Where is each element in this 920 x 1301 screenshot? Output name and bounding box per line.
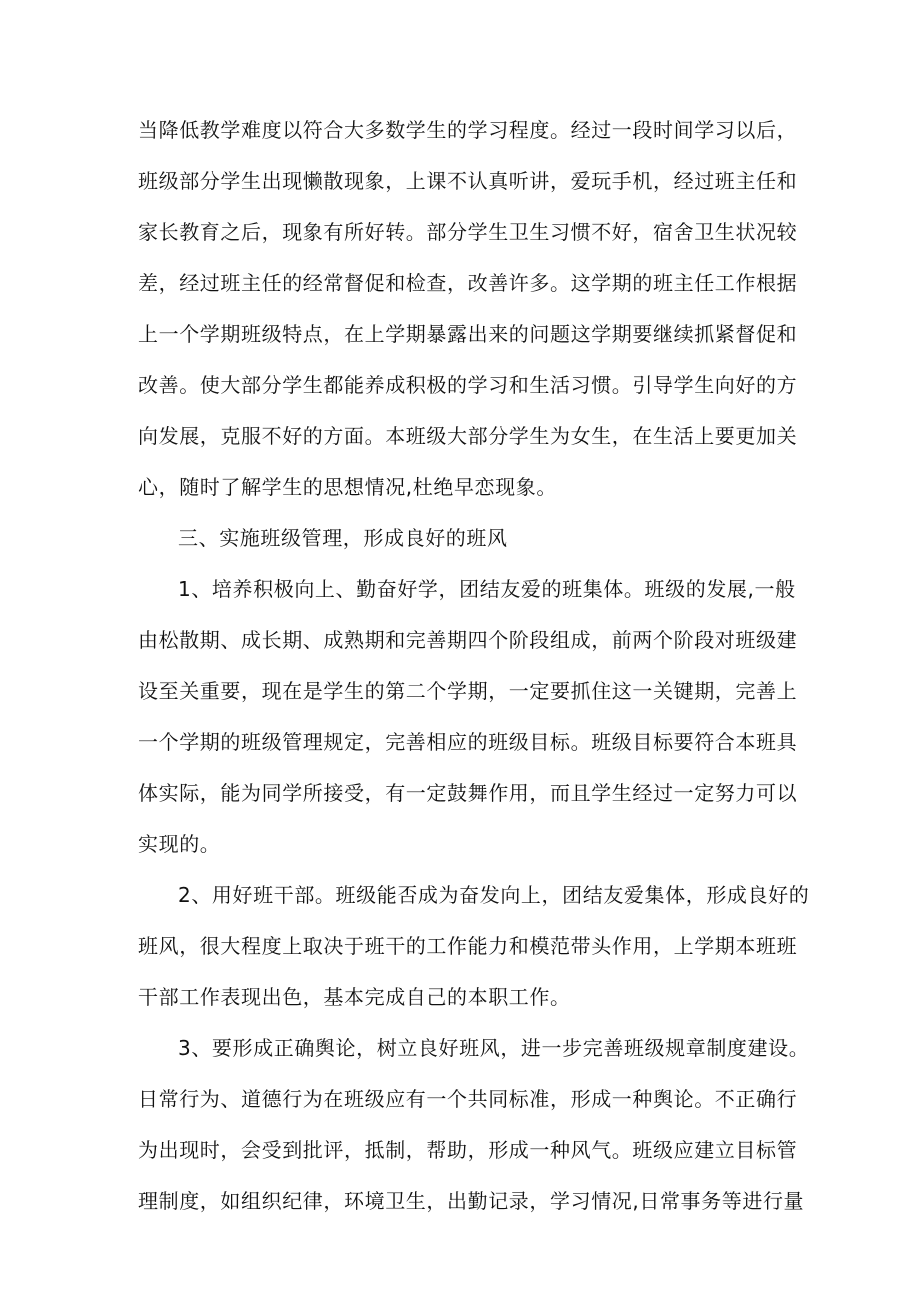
paragraph-start: 3、要形成正确舆论，树立良好班风，进一步完善班级规章制度建设。 (178, 1036, 810, 1060)
text-line: 为出现时，会受到批评，抵制，帮助，形成一种风气。班级应建立目标管 (138, 1138, 798, 1162)
text-line: 设至关重要，现在是学生的第二个学期，一定要抓住这一关键期，完善上 (138, 679, 798, 703)
text-line: 理制度，如组织纪律，环境卫生，出勤记录，学习情况,日常事务等进行量 (138, 1189, 805, 1213)
text-line: 体实际，能为同学所接受，有一定鼓舞作用，而且学生经过一定努力可以 (138, 781, 798, 805)
paragraph-start: 2、用好班干部。班级能否成为奋发向上，团结友爱集体，形成良好的 (178, 883, 810, 907)
text-line: 家长教育之后，现象有所好转。部分学生卫生习惯不好，宿舍卫生状况较 (138, 220, 798, 244)
text-line: 向发展，克服不好的方面。本班级大部分学生为女生，在生活上要更加关 (138, 424, 798, 448)
text-line: 改善。使大部分学生都能养成积极的学习和生活习惯。引导学生向好的方 (138, 373, 798, 397)
paragraph-start: 1、培养积极向上、勤奋好学，团结友爱的班集体。班级的发展,一般 (178, 577, 796, 601)
text-line: 由松散期、成长期、成熟期和完善期四个阶段组成，前两个阶段对班级建 (138, 628, 798, 652)
text-line: 上一个学期班级特点，在上学期暴露出来的问题这学期要继续抓紧督促和 (138, 322, 798, 346)
text-line: 班级部分学生出现懒散现象，上课不认真听讲，爱玩手机，经过班主任和 (138, 169, 798, 193)
text-line: 心，随时了解学生的思想情况,杜绝早恋现象。 (138, 475, 557, 499)
section-heading: 三、实施班级管理，形成良好的班风 (178, 526, 508, 550)
text-line: 班风，很大程度上取决于班干的工作能力和模范带头作用，上学期本班班 (138, 934, 798, 958)
text-line: 实现的。 (138, 832, 221, 856)
text-line: 干部工作表现出色，基本完成自己的本职工作。 (138, 985, 571, 1009)
text-line: 日常行为、道德行为在班级应有一个共同标准，形成一种舆论。不正确行 (138, 1087, 798, 1111)
text-line: 差，经过班主任的经常督促和检查，改善许多。这学期的班主任工作根据 (138, 271, 798, 295)
text-line: 一个学期的班级管理规定，完善相应的班级目标。班级目标要符合本班具 (138, 730, 798, 754)
text-line: 当降低教学难度以符合大多数学生的学习程度。经过一段时间学习以后， (138, 118, 798, 142)
